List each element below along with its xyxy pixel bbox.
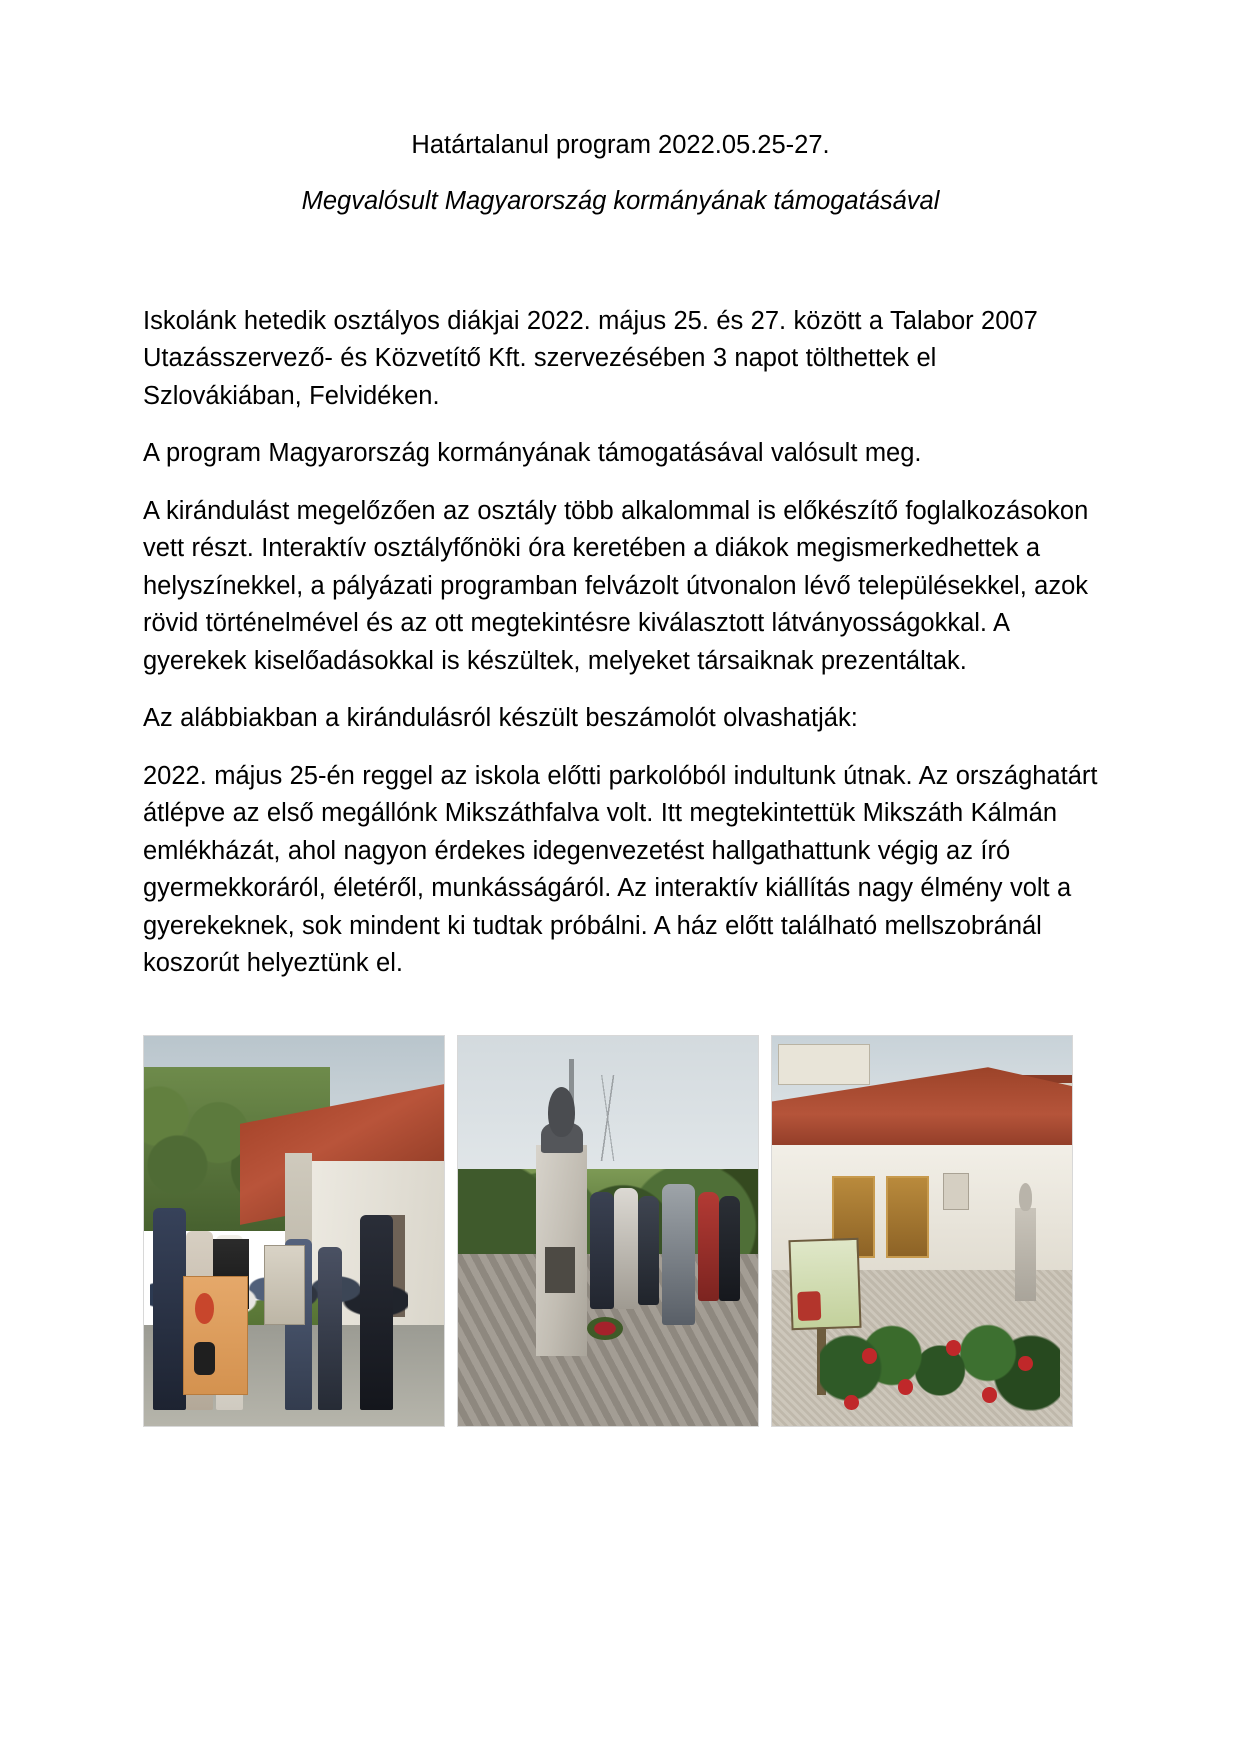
photo-memorial-house (771, 1035, 1073, 1427)
page-subtitle: Megvalósult Magyarország kormányának támogatásával (301, 187, 940, 216)
student-figure (153, 1208, 186, 1411)
display-panel (264, 1245, 305, 1325)
house-sign (778, 1044, 870, 1085)
visitor-figure (662, 1184, 695, 1324)
red-flower (898, 1379, 913, 1395)
painted-box (183, 1276, 248, 1395)
red-flower (982, 1387, 997, 1403)
student-figure (318, 1247, 342, 1411)
visitor-figure (638, 1196, 659, 1305)
garden-statue (1015, 1208, 1036, 1302)
memorial-wreath (587, 1317, 623, 1340)
photo-bust-statue-group (457, 1035, 759, 1427)
photo-gallery (143, 1035, 1103, 1427)
student-figure (360, 1215, 393, 1410)
paragraph-lead-in: Az alábbiakban a kirándulásról készült beszámolót olvashatják: (143, 704, 858, 733)
paragraph-intro: Iskolánk hetedik osztályos diákjai 2022. május 25. és 27. között a Talabor 2007 Utazásszervező- és Közvetítő Kft. szervezésében 3 napot tölthettek el Szlovákiában, Felvidéken. (143, 306, 1038, 410)
document-body (143, 128, 1098, 983)
bust-head (548, 1087, 575, 1138)
photo-school-yard-students (143, 1035, 445, 1427)
red-flower (862, 1348, 877, 1364)
visitor-figure (614, 1188, 638, 1309)
visitor-figure (719, 1196, 740, 1301)
page-title: Határtalanul program 2022.05.25-27. (411, 131, 830, 159)
paragraph-preparation: A kirándulást megelőzően az osztály több alkalommal is előkészítő foglalkozásokon vett részt. Interaktív osztályfőnöki óra keretében a diákok megismerkedhettek a helyszínekkel, a pályázati programban felvázolt útvonalon lévő településekkel, azok rövid történelmével és az ott megtekintésre kiválasztott látványosságokkal. A gyerekek kiselőadásokkal is készültek, melyeket társaiknak prezentáltak. (143, 496, 1089, 675)
paragraph-funding: A program Magyarország kormányának támogatásával valósult meg. (143, 439, 922, 468)
paragraph-day-one: 2022. május 25-én reggel az iskola előtti parkolóból indultunk útnak. Az országhatárt átlépve az első megállónk Mikszáthfalva volt. Itt megtekintettük Mikszáth Kálmán emlékházát, ahol nagyon érdekes idegenvezetést hallgathattunk végig az író gyermekkoráról, életéről, munkásságáról. Az interaktív kiállítás nagy élmény volt a gyerekeknek, sok mindent ki tudtak próbálni. A ház előtt található mellszobránál koszorút helyeztünk el. (143, 761, 1098, 978)
power-lines (458, 1075, 758, 1161)
visitor-figure (590, 1192, 614, 1309)
plinth-plaque (545, 1247, 575, 1294)
visitor-figure (698, 1192, 719, 1301)
house-window (886, 1176, 929, 1258)
red-flower (946, 1340, 961, 1356)
wall-plaque (943, 1173, 969, 1210)
